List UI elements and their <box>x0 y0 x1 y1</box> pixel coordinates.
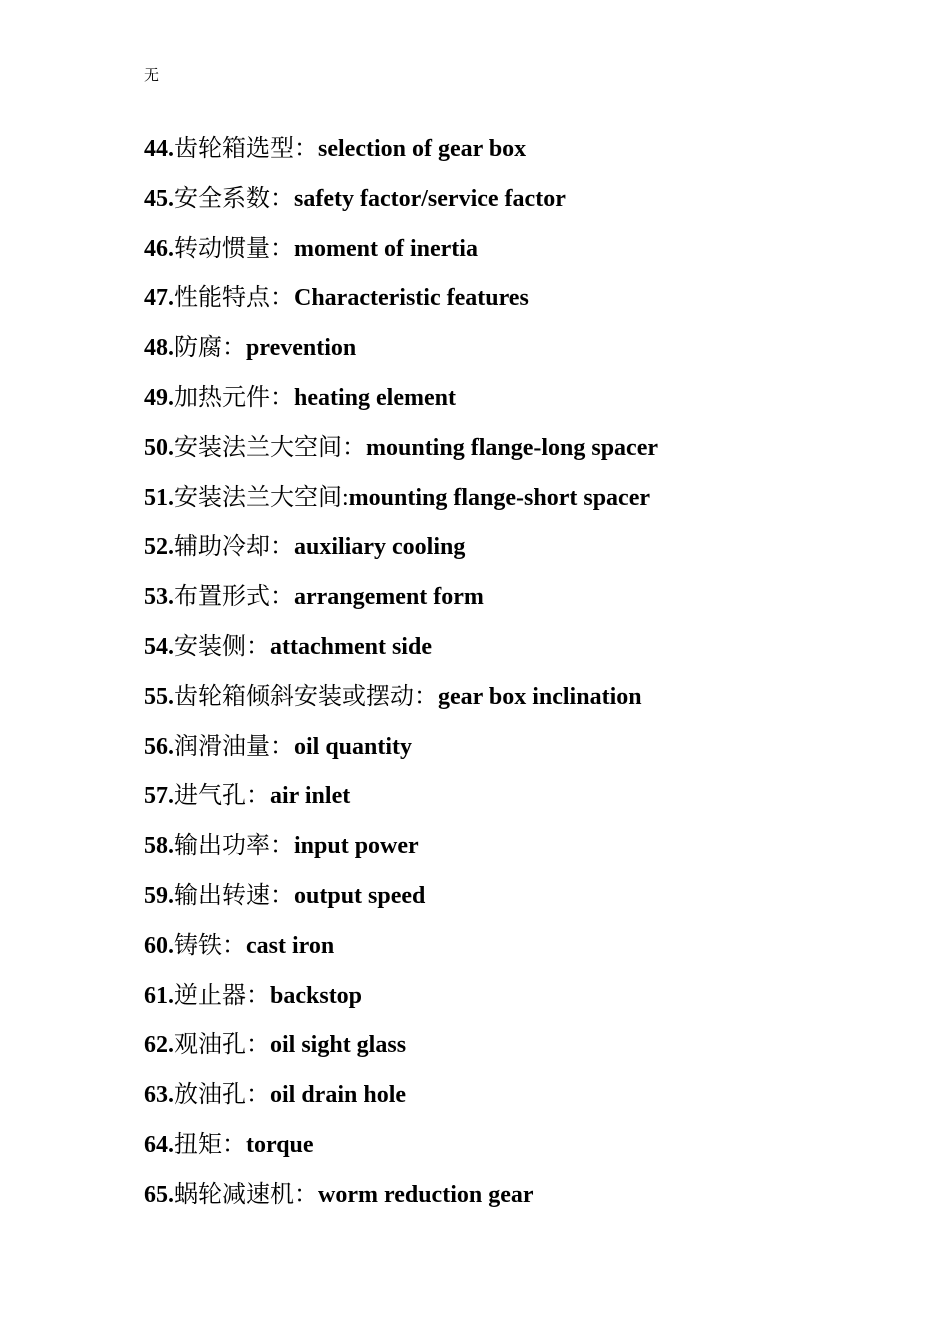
entry-english-term: Characteristic features <box>294 285 529 312</box>
entry-english-term: cast iron <box>246 932 335 959</box>
entry-chinese-term: 蜗轮减速机： <box>174 1181 318 1208</box>
glossary-entry <box>144 928 904 978</box>
entry-english-term: oil sight glass <box>270 1032 407 1059</box>
entry-english-term: torque <box>246 1131 314 1158</box>
entry-number: 61. <box>144 982 174 1009</box>
entry-number: 63. <box>144 1082 174 1109</box>
entry-number: 55. <box>144 683 174 710</box>
entry-number: 48. <box>144 335 174 362</box>
entry-english-term: arrangement form <box>294 584 484 611</box>
entry-chinese-term: 辅助冷却： <box>174 534 294 561</box>
entry-english-term: mounting flange-long spacer <box>366 434 659 461</box>
entry-chinese-term: 安装侧： <box>174 633 270 660</box>
entry-english-term: worm reduction gear <box>318 1181 534 1208</box>
entry-chinese-term: 观油孔： <box>174 1032 270 1059</box>
entry-chinese-term: 安全系数： <box>174 185 294 212</box>
entry-number: 49. <box>144 384 174 411</box>
entry-chinese-term: 布置形式： <box>174 584 294 611</box>
glossary-entry <box>144 430 904 480</box>
glossary-entry <box>144 231 904 281</box>
entry-english-term: selection of gear box <box>318 136 527 162</box>
entry-number: 45. <box>144 185 174 212</box>
entry-chinese-term: 转动惯量： <box>174 235 294 262</box>
entry-number: 51. <box>144 484 174 511</box>
entry-english-term: oil quantity <box>294 733 413 760</box>
glossary-entry <box>144 778 904 828</box>
entry-chinese-term: 安装法兰大空间: <box>174 484 349 511</box>
glossary-entry <box>144 878 904 928</box>
entry-number: 62. <box>144 1032 174 1059</box>
glossary-entry <box>144 330 904 380</box>
entry-chinese-term: 润滑油量： <box>174 733 294 760</box>
glossary-entry <box>144 1027 904 1077</box>
page-header-mark: 无 <box>144 68 160 84</box>
glossary-entry <box>144 629 904 679</box>
glossary-entry <box>144 1127 904 1177</box>
entry-chinese-term: 逆止器： <box>174 982 270 1009</box>
entry-english-term: auxiliary cooling <box>294 534 466 561</box>
entry-number: 47. <box>144 285 174 312</box>
entry-number: 64. <box>144 1131 174 1158</box>
entry-english-term: moment of inertia <box>294 235 478 262</box>
glossary-entry <box>144 529 904 579</box>
glossary-entry <box>144 679 904 729</box>
glossary-entry <box>144 480 904 530</box>
entry-chinese-term: 输出功率： <box>174 833 294 860</box>
entry-english-term: attachment side <box>270 633 432 660</box>
entry-number: 58. <box>144 833 174 860</box>
glossary-entry <box>144 131 904 181</box>
entry-chinese-term: 安装法兰大空间： <box>174 434 366 461</box>
glossary-entry <box>144 280 904 330</box>
entry-number: 65. <box>144 1181 174 1208</box>
glossary-entry <box>144 181 904 231</box>
entry-chinese-term: 性能特点： <box>174 285 294 312</box>
glossary-entry <box>144 1077 904 1127</box>
entry-chinese-term: 齿轮箱选型： <box>174 136 318 162</box>
entry-english-term: safety factor/service factor <box>294 185 566 212</box>
entry-chinese-term: 扭矩： <box>174 1131 246 1158</box>
entry-english-term: air inlet <box>270 783 351 810</box>
glossary-entry <box>144 828 904 878</box>
entry-chinese-term: 加热元件： <box>174 384 294 411</box>
entry-english-term: oil drain hole <box>270 1082 407 1109</box>
entry-chinese-term: 放油孔： <box>174 1082 270 1109</box>
entry-number: 46. <box>144 235 174 262</box>
entry-chinese-term: 防腐： <box>174 335 246 362</box>
entry-english-term: heating element <box>294 384 456 411</box>
entry-number: 56. <box>144 733 174 760</box>
entry-number: 59. <box>144 882 174 909</box>
glossary-entry <box>144 729 904 779</box>
entry-chinese-term: 进气孔： <box>174 783 270 810</box>
glossary-entry <box>144 1177 904 1227</box>
entry-number: 54. <box>144 633 174 660</box>
entry-number: 57. <box>144 783 174 810</box>
entry-number: 50. <box>144 434 174 461</box>
glossary-entry <box>144 978 904 1028</box>
entry-chinese-term: 齿轮箱倾斜安装或摆动： <box>174 683 438 710</box>
entry-english-term: backstop <box>270 982 363 1009</box>
glossary-entry <box>144 579 904 629</box>
entry-english-term: gear box inclination <box>438 683 642 710</box>
glossary-list <box>144 131 904 1227</box>
entry-number: 44. <box>144 136 174 162</box>
entry-english-term: output speed <box>294 882 426 909</box>
entry-english-term: mounting flange-short spacer <box>348 484 650 511</box>
entry-number: 60. <box>144 932 174 959</box>
entry-english-term: prevention <box>246 335 357 362</box>
entry-number: 53. <box>144 584 174 611</box>
entry-english-term: input power <box>294 833 419 860</box>
entry-chinese-term: 铸铁： <box>174 932 246 959</box>
entry-number: 52. <box>144 534 174 561</box>
glossary-entry <box>144 380 904 430</box>
entry-chinese-term: 输出转速： <box>174 882 294 909</box>
